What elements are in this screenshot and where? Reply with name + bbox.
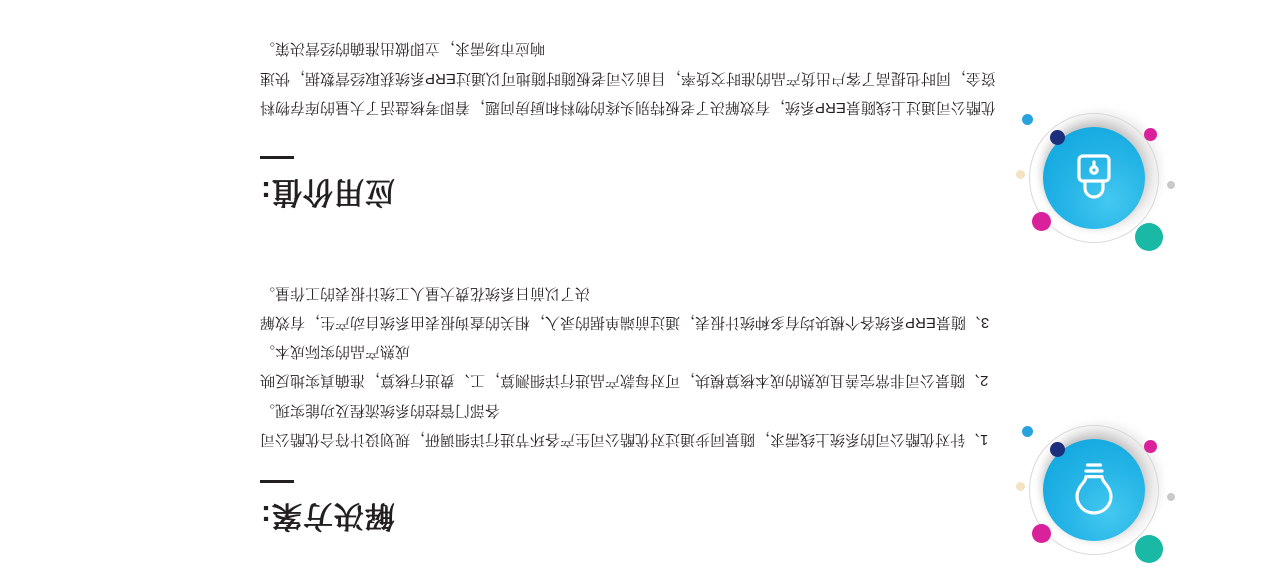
solution-paragraph-2: 2、随景公司非常完善且成熟的成本核算模块，可对每款产品进行详细测算，工、费进行核算，准确真实地反映成熟产品的实际成本。 (260, 343, 989, 390)
value-heading: 应用价值: (260, 175, 395, 208)
decor-dot-pink (1032, 212, 1051, 231)
decor-dot-blue (1022, 426, 1033, 437)
decor-dot-pink-small (1144, 128, 1157, 141)
value-graphic (1017, 91, 1177, 251)
decor-dot-cream (1016, 482, 1025, 491)
solution-paragraph-1: 1、针对优酷公司的系统上线需求，随景同步通过对优酷公司生产各环节进行详细调研，规划设计符合优酷公司各部门管控的系统流程及功能实现。 (260, 401, 989, 448)
heading-rule (260, 156, 294, 159)
decor-dot-grey (1167, 181, 1175, 189)
solution-graphic (1017, 403, 1177, 563)
solution-paragraph-list (260, 279, 1000, 455)
solution-heading: 解决方案: (260, 499, 395, 532)
decor-dot-pink-small (1144, 440, 1157, 453)
decor-dot-teal (1135, 535, 1163, 563)
decor-dot-teal (1135, 223, 1163, 251)
solution-text-block (260, 279, 1000, 534)
value-paragraph-1: 优酷公司通过上线随景ERP系统，有效解决了老板特别头疼的物料和厨房问题，着即考核盘活了大量的库存物料资金，同时也提高了客户出货产品的准时交货率，目前公司老板随时随地可以通过ERP系统获取经营数据，快速响应市场需求，立即做出准确的经营决策。 (260, 40, 996, 116)
decor-dot-blue (1022, 114, 1033, 125)
decor-dot-navy (1050, 130, 1065, 145)
decor-dot-navy (1050, 442, 1065, 457)
decor-dot-grey (1167, 493, 1175, 501)
heading-rule (260, 480, 294, 483)
value-text-block (260, 34, 1000, 209)
decor-dot-cream (1016, 170, 1025, 179)
solution-paragraph-3: 3、随景ERP系统各个模块均有多种统计报表，通过前端单据的录入，相关的查询报表由系统自动产生，有效解决了以前日系统花费大量人工统计报表的工作量。 (260, 284, 990, 331)
decor-dot-pink (1032, 524, 1051, 543)
